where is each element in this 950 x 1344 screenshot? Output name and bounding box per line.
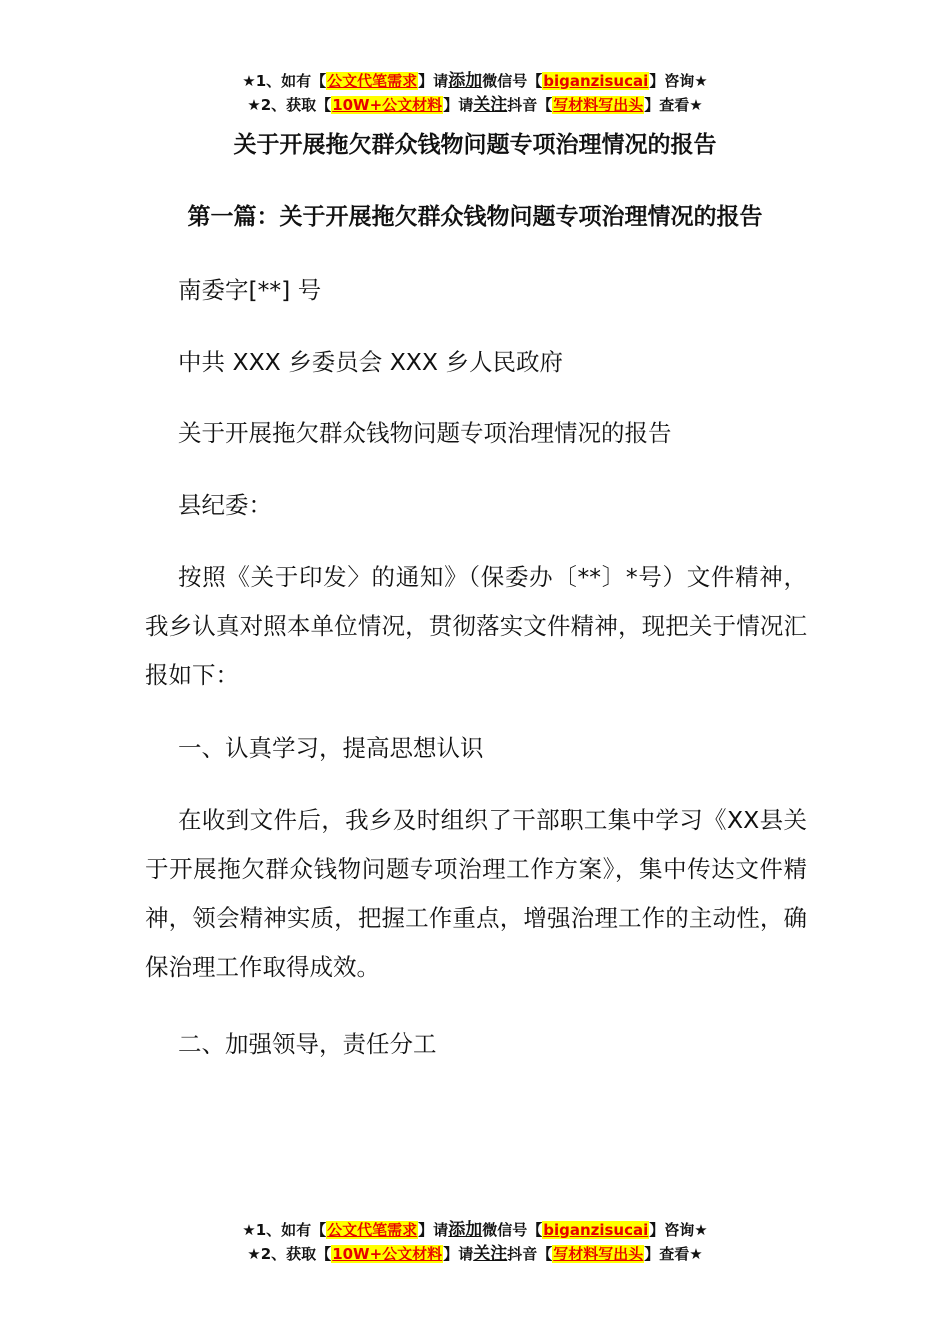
intro-paragraph: 按照《关于印发〉的通知》（保委办〔**〕*号）文件精神，我乡认真对照本单位情况，贯彻落实文件精神，现把关于情况汇报如下：	[145, 563, 807, 689]
footer-line-2-mid1: 】请	[443, 1245, 474, 1263]
heading-two: 二、加强领导，责任分工	[178, 1030, 437, 1058]
footer-service-highlight: 公文代笔需求	[327, 1221, 418, 1239]
service-highlight: 公文代笔需求	[327, 72, 418, 90]
promo-line-2-mid1: 】请	[443, 96, 474, 114]
promo-line-2-prefix: ★2、获取【	[247, 96, 332, 114]
document-number: 南委字[**] 号	[178, 276, 322, 304]
footer-line-2-emph: 关注	[473, 1244, 508, 1264]
promo-line-1-mid1: 】请	[418, 72, 449, 90]
footer-line-2-mid2: 抖音【	[507, 1245, 553, 1263]
materials-highlight: 10W+公文材料	[332, 96, 443, 114]
section-title: 第一篇：关于开展拖欠群众钱物问题专项治理情况的报告	[187, 204, 763, 230]
promo-header	[0, 69, 950, 117]
footer-line-1-mid1: 】请	[418, 1221, 449, 1239]
footer-line-1-suffix: 】咨询★	[649, 1221, 708, 1239]
promo-line-2	[0, 93, 950, 117]
study-paragraph: 在收到文件后，我乡及时组织了干部职工集中学习《XX县关于开展拖欠群众钱物问题专项治理工作方案》，集中传达文件精神，领会精神实质，把握工作重点，增强治理工作的主动性，确保治理工作取得成效。	[145, 806, 807, 981]
promo-line-2-suffix: 】查看★	[644, 96, 703, 114]
promo-line-1-prefix: ★1、如有【	[242, 72, 327, 90]
footer-line-1-emph: 添加	[448, 1220, 483, 1240]
douyin-id-highlight: 写材料写出头	[553, 96, 644, 114]
footer-line-1-prefix: ★1、如有【	[242, 1221, 327, 1239]
footer-line-2	[0, 1242, 950, 1266]
footer-materials-highlight: 10W+公文材料	[332, 1245, 443, 1263]
promo-line-2-mid2: 抖音【	[507, 96, 553, 114]
footer-douyin-id-highlight: 写材料写出头	[553, 1245, 644, 1263]
recipient: 县纪委：	[178, 491, 272, 519]
report-subject: 关于开展拖欠群众钱物问题专项治理情况的报告	[178, 419, 672, 447]
promo-line-1-mid2: 微信号【	[482, 72, 543, 90]
footer-line-1-mid2: 微信号【	[482, 1221, 543, 1239]
promo-line-1	[0, 69, 950, 93]
promo-line-1-suffix: 】咨询★	[649, 72, 708, 90]
promo-line-2-emph: 关注	[473, 95, 508, 115]
promo-line-1-emph: 添加	[448, 71, 483, 91]
issuing-authority: 中共 XXX 乡委员会 XXX 乡人民政府	[178, 348, 563, 376]
wechat-id-highlight: biganzisucai	[543, 72, 649, 90]
promo-footer	[0, 1218, 950, 1266]
footer-line-2-suffix: 】查看★	[644, 1245, 703, 1263]
footer-wechat-id-highlight: biganzisucai	[543, 1221, 649, 1239]
footer-line-2-prefix: ★2、获取【	[247, 1245, 332, 1263]
heading-one: 一、认真学习，提高思想认识	[178, 734, 484, 762]
footer-line-1	[0, 1218, 950, 1242]
document-title: 关于开展拖欠群众钱物问题专项治理情况的报告	[233, 132, 717, 158]
